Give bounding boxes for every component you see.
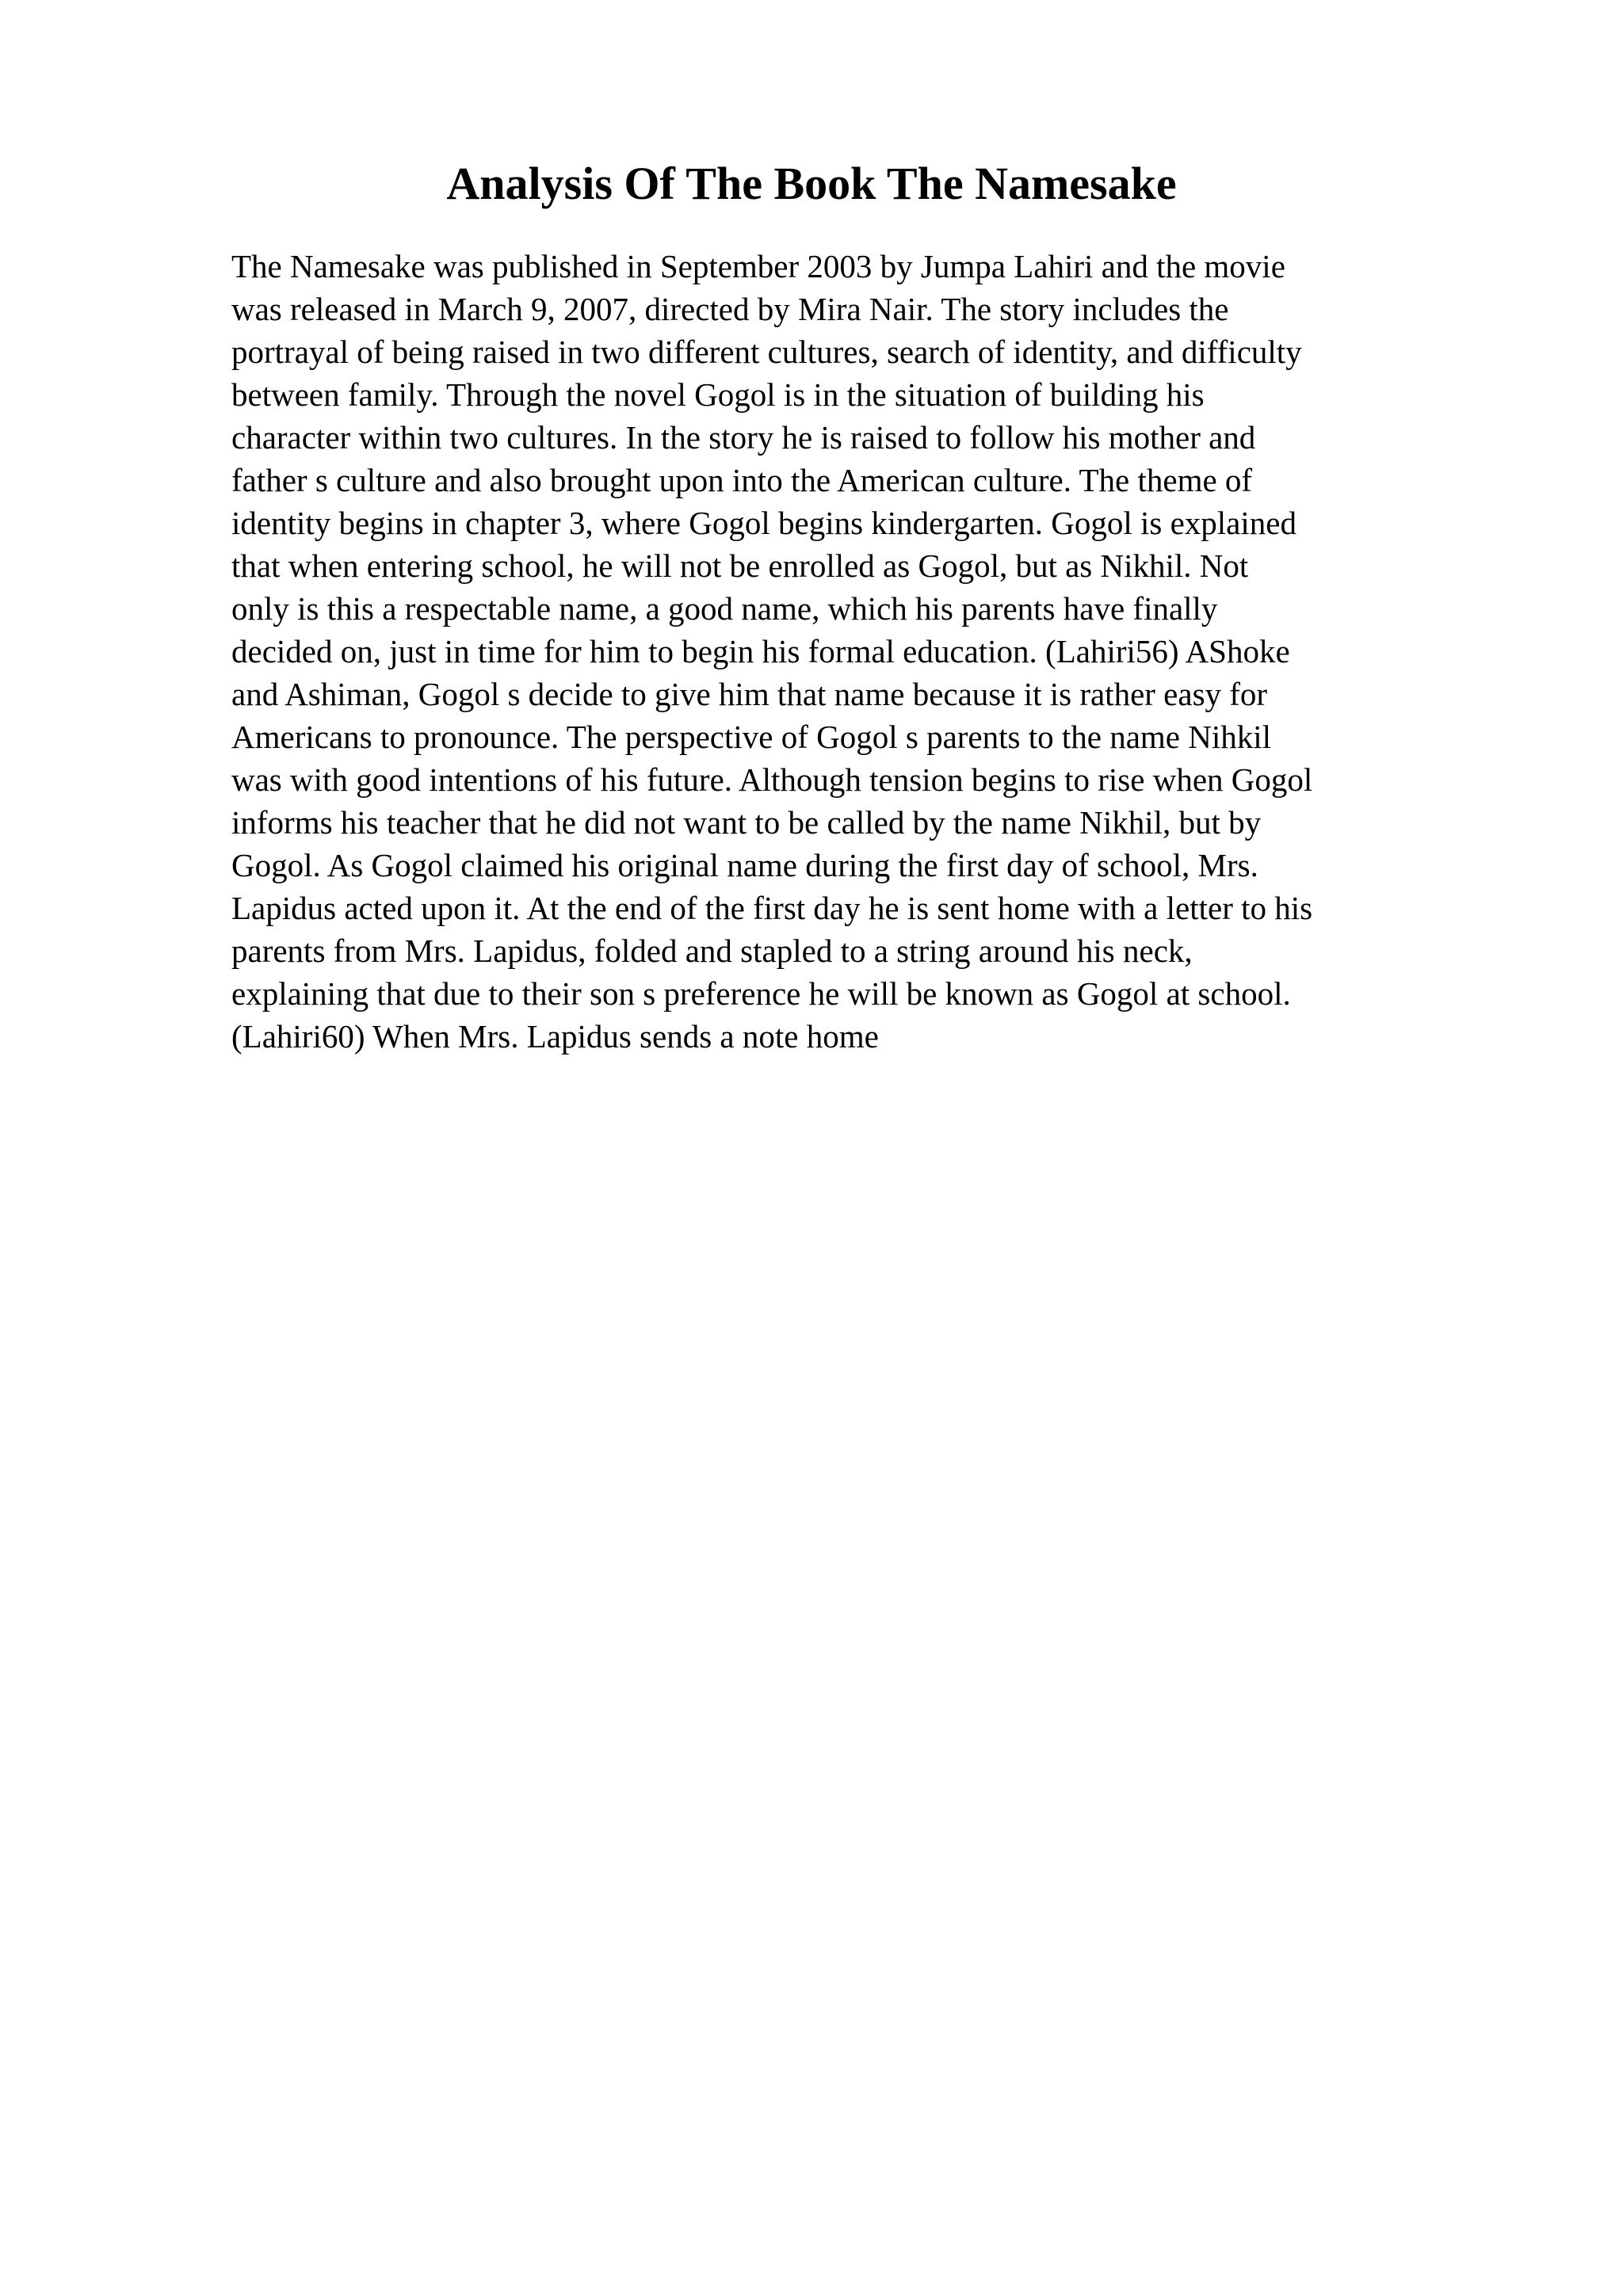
- text-line: Gogol. As Gogol claimed his original name during the first day of school, Mrs.: [231, 847, 1258, 883]
- document-title: Analysis Of The Book The Namesake: [446, 158, 1177, 209]
- text-line: (Lahiri60) When Mrs. Lapidus sends a note home: [231, 1018, 879, 1055]
- text-line: and Ashiman, Gogol s decide to give him that name because it is rather easy for: [231, 676, 1268, 712]
- text-line: only is this a respectable name, a good name, which his parents have finally: [231, 590, 1218, 627]
- text-line: The Namesake was published in September 2003 by Jumpa Lahiri and the movie: [231, 248, 1285, 284]
- text-line: Lapidus acted upon it. At the end of the first day he is sent home with a letter to his: [231, 890, 1313, 926]
- text-line: was with good intentions of his future. Although tension begins to rise when Gogol: [231, 761, 1313, 798]
- text-line: portrayal of being raised in two different cultures, search of identity, and difficulty: [231, 334, 1302, 370]
- body-paragraph: [231, 245, 1484, 1058]
- text-line: identity begins in chapter 3, where Gogol begins kindergarten. Gogol is explained: [231, 505, 1296, 541]
- text-line: was released in March 9, 2007, directed by Mira Nair. The story includes the: [231, 291, 1229, 327]
- text-line: explaining that due to their son s preference he will be known as Gogol at school.: [231, 975, 1291, 1012]
- text-line: between family. Through the novel Gogol is in the situation of building his: [231, 376, 1205, 413]
- text-line: parents from Mrs. Lapidus, folded and stapled to a string around his neck,: [231, 933, 1193, 969]
- text-line: informs his teacher that he did not want to be called by the name Nikhil, but by: [231, 804, 1262, 841]
- text-line: character within two cultures. In the story he is raised to follow his mother and: [231, 419, 1256, 456]
- text-line: that when entering school, he will not be enrolled as Gogol, but as Nikhil. Not: [231, 547, 1249, 584]
- text-line: father s culture and also brought upon into the American culture. The theme of: [231, 462, 1253, 498]
- text-line: Americans to pronounce. The perspective of Gogol s parents to the name Nihkil: [231, 719, 1272, 755]
- text-line: decided on, just in time for him to begin his formal education. (Lahiri56) AShoke: [231, 633, 1290, 669]
